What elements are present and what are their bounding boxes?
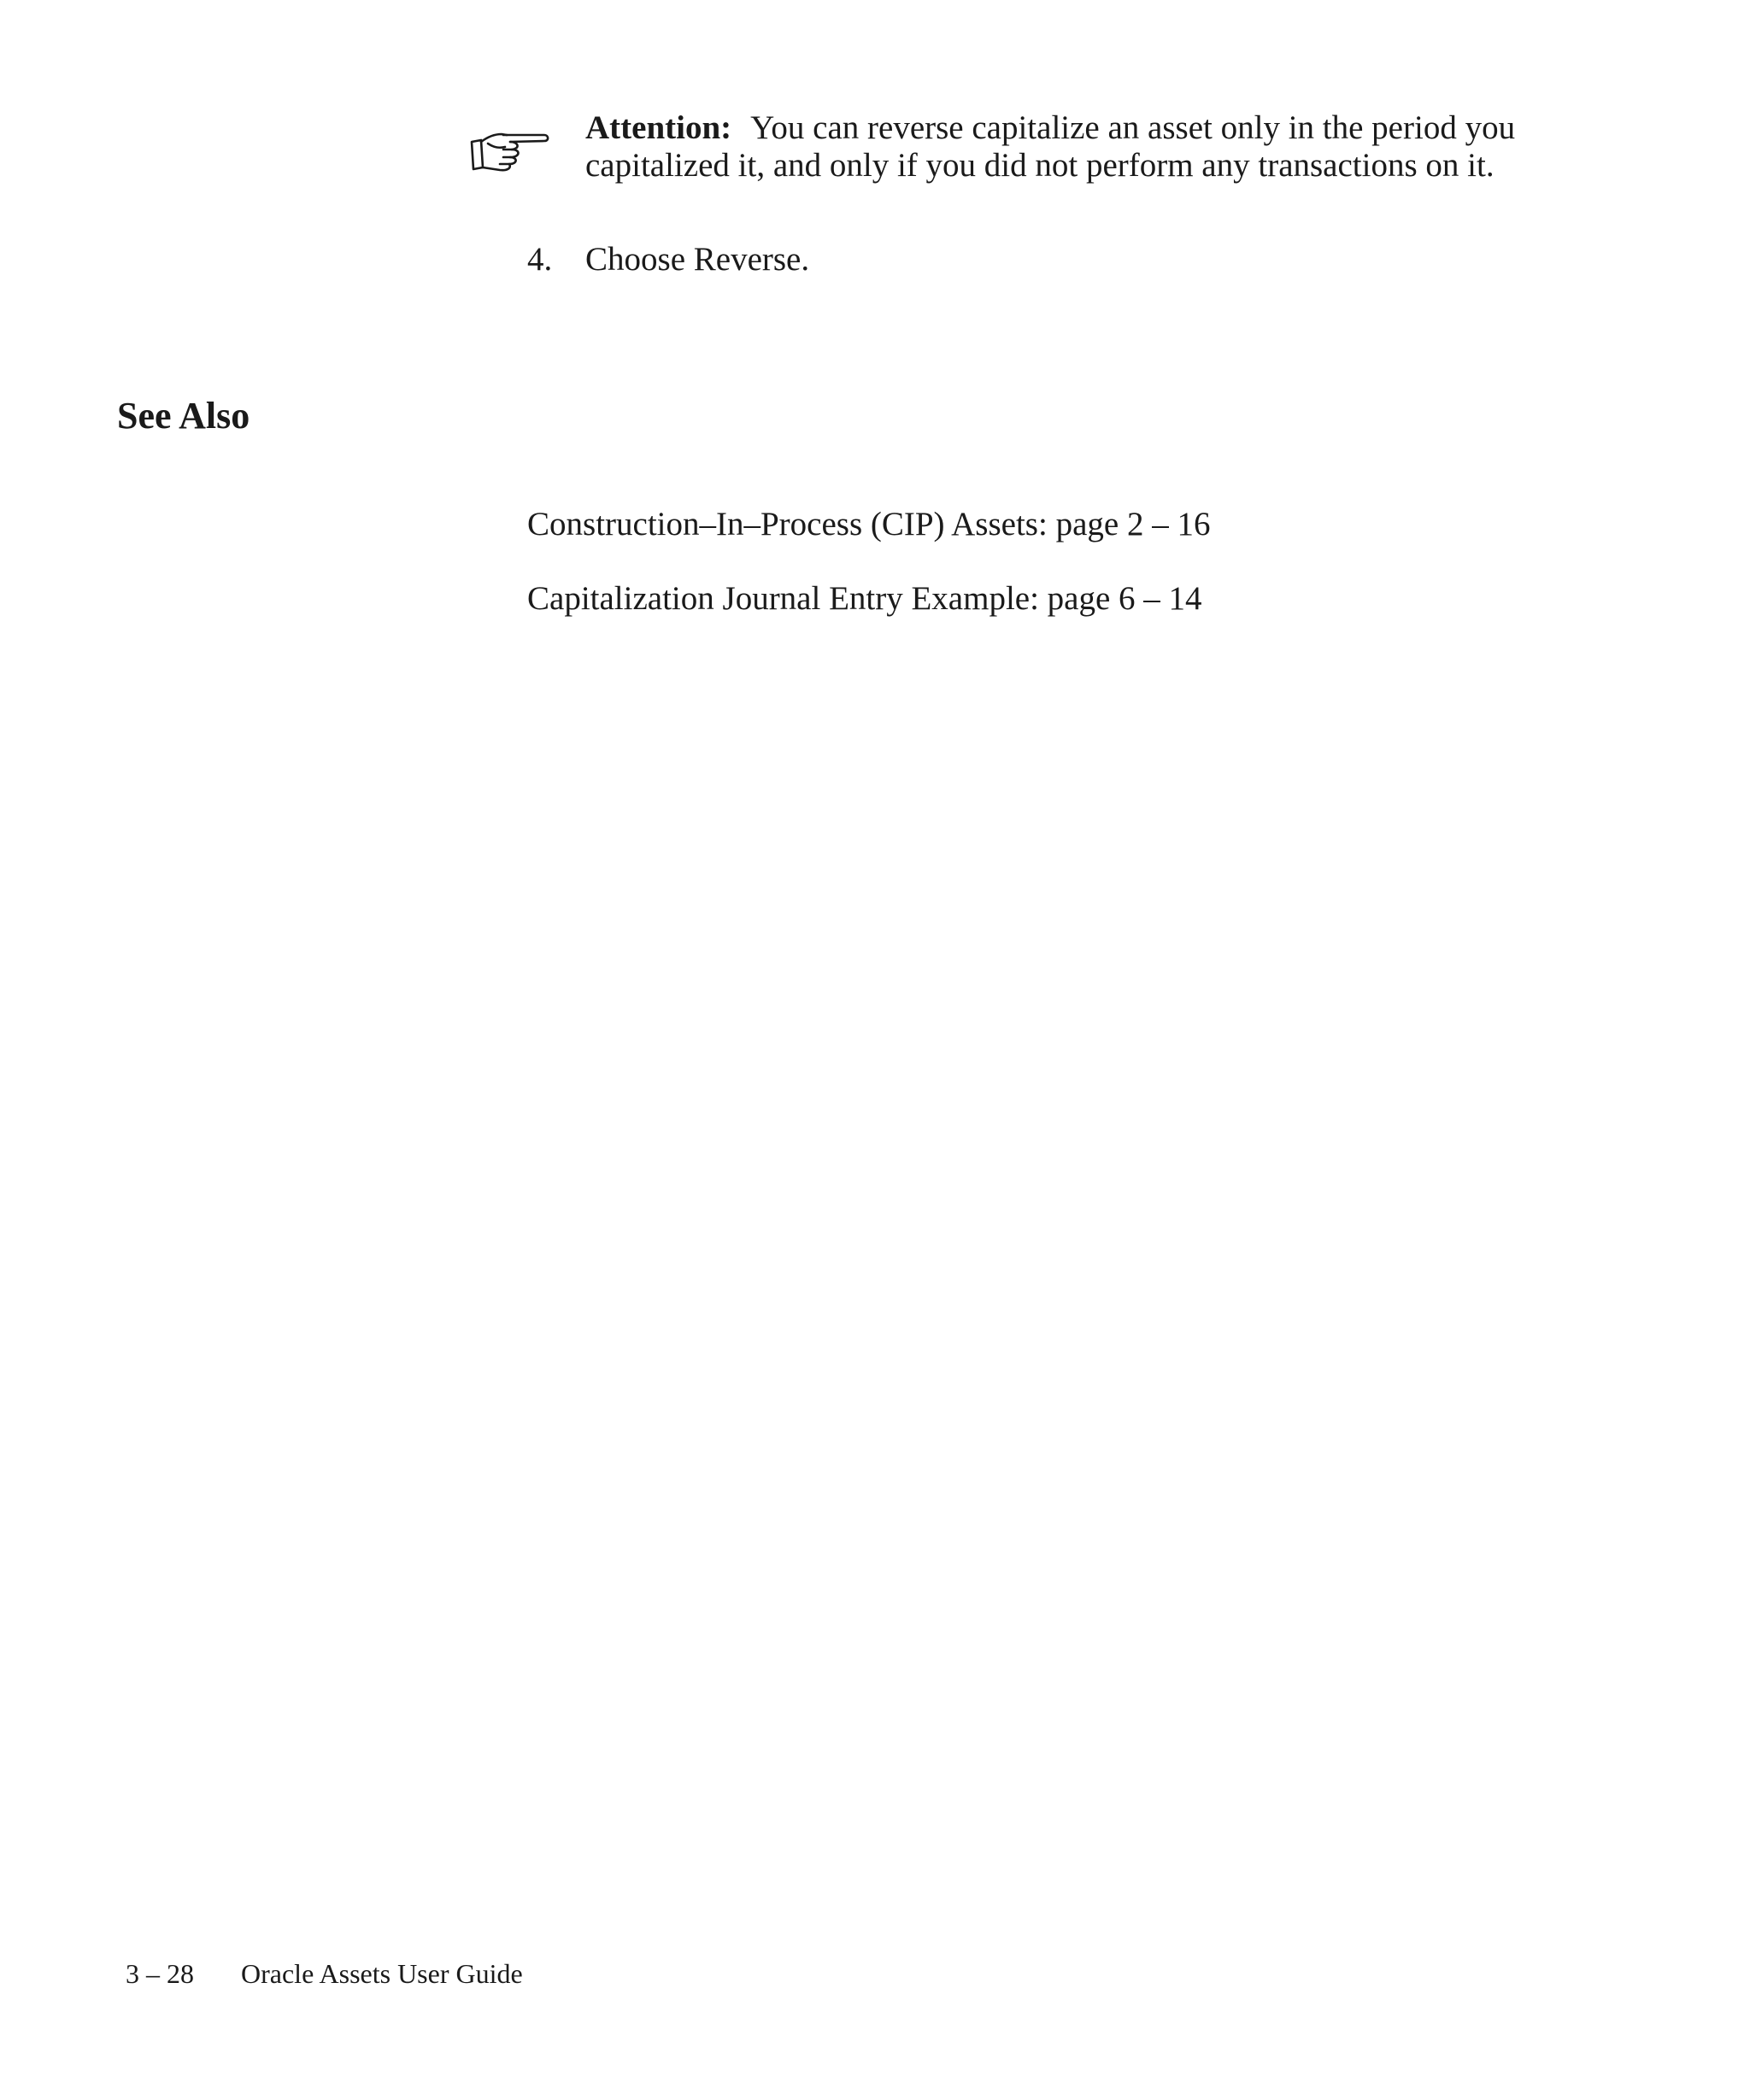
see-also-link[interactable]: Capitalization Journal Entry Example: page 6 – 14 bbox=[527, 580, 1202, 617]
pointing-hand-icon bbox=[469, 128, 551, 178]
step-number: 4. bbox=[527, 241, 553, 278]
section-heading: See Also bbox=[117, 395, 250, 437]
step-text: Choose Reverse. bbox=[585, 241, 810, 278]
page-footer bbox=[126, 1958, 523, 1989]
attention-text: You can reverse capitalize an asset only in the period you capitalized it, and only if you did not perform any transactions on it. bbox=[585, 109, 1516, 184]
footer-title: Oracle Assets User Guide bbox=[241, 1958, 523, 1989]
step-item bbox=[527, 241, 809, 279]
see-also-link[interactable]: Construction–In–Process (CIP) Assets: page 2 – 16 bbox=[527, 506, 1211, 543]
footer-page-number: 3 – 28 bbox=[126, 1958, 194, 1989]
attention-label: Attention: bbox=[585, 109, 732, 146]
attention-note bbox=[585, 109, 1585, 185]
